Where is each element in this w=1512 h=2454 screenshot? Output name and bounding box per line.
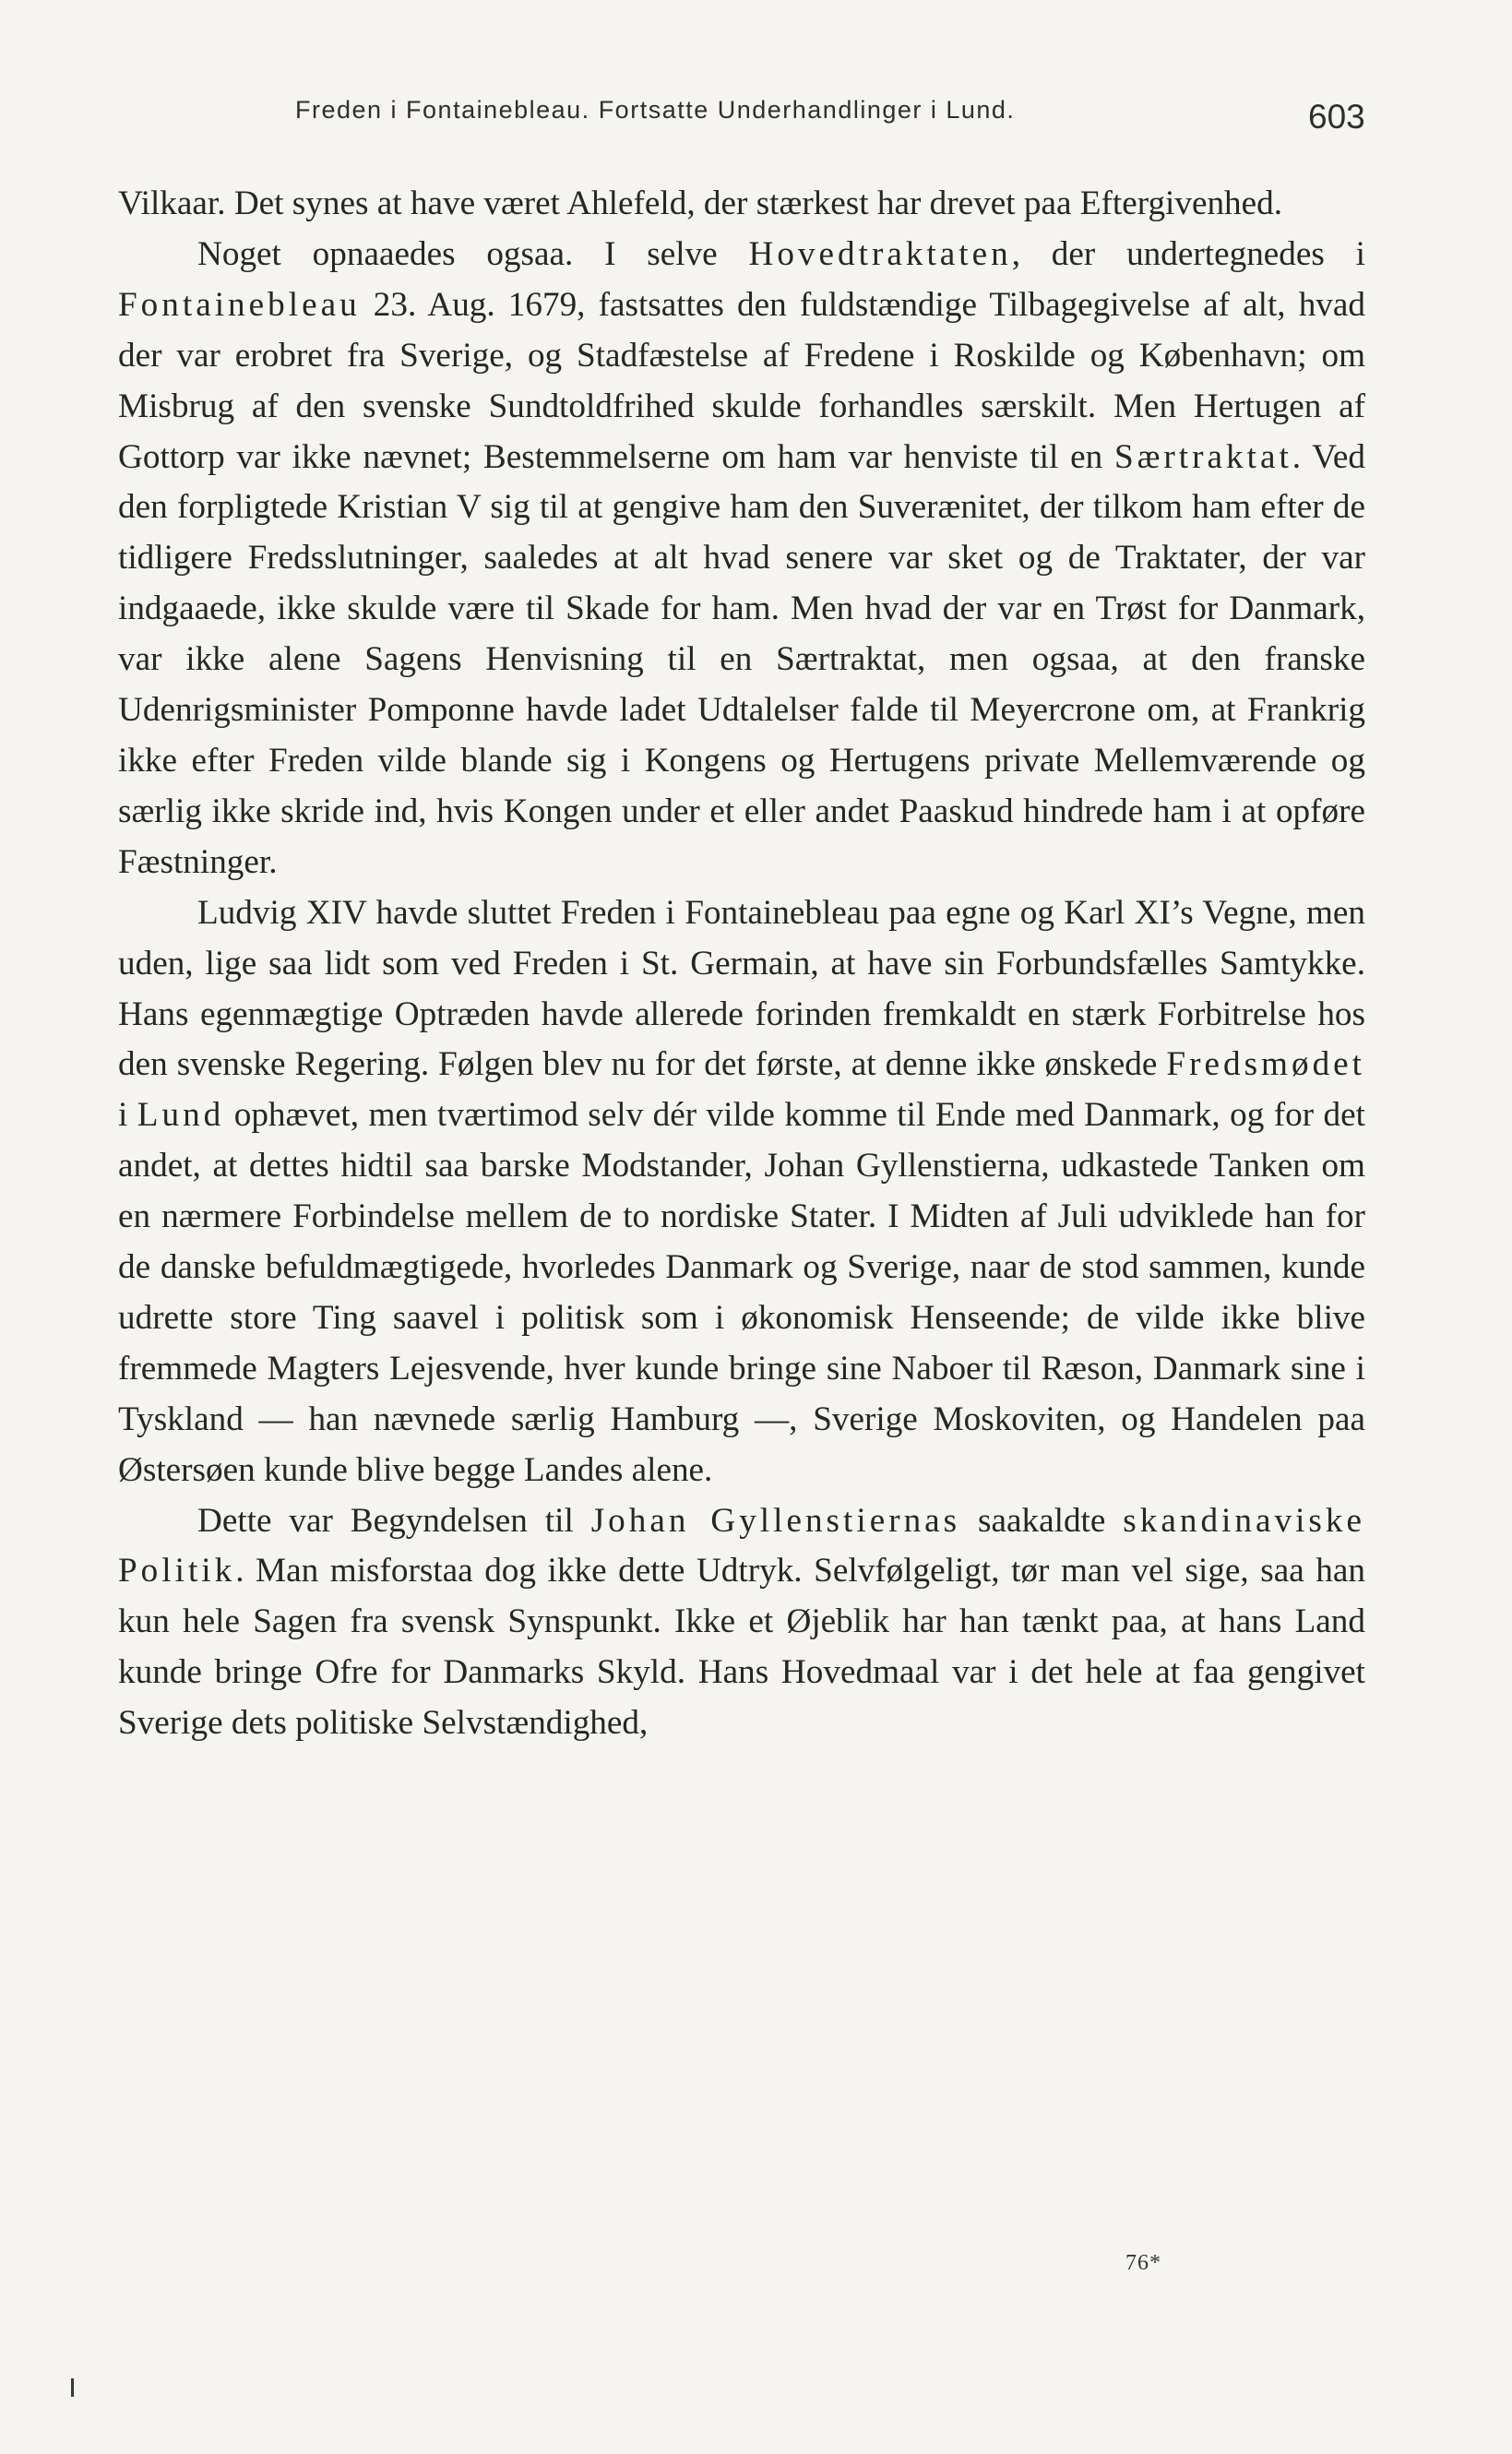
text-run: Dette var Begyndelsen til xyxy=(197,1501,591,1540)
text-run: 23. Aug. 1679, fastsattes den fuldstændige Tilbagegivelse af alt, hvad der var erobret fra Sverige, og Stadfæstelse af Fredene i Roskilde og København; om Misbrug af den svenske Sundtoldfrihed skulde forhandles særskilt. Men Hertugen af Gottorp var ikke nævnet; Bestemmelserne om ham var henviste til en xyxy=(118,285,1365,476)
emphasis-saertraktat: Særtraktat xyxy=(1113,437,1292,476)
text-run: . Ved den forpligtede Kristian V sig til at gengive ham den Suverænitet, der tilkom ham efter de tidligere Fredsslutninger, saaledes at alt hvad senere var sket og de Traktater, der var indgaaede, ikke skulde være til Skade for ham. Men hvad der var en Trøst for Danmark, var ikke alene Sagens Henvisning til en Særtraktat, men ogsaa, at den franske Udenrigsminister Pomponne havde ladet Udtalelser falde til Meyercrone om, at Frankrig ikke efter Freden vilde blande sig i Kongens og Hertugens private Mellemværende og særlig ikke skride ind, hvis Kongen under et eller andet Paaskud hindrede ham i at opføre Fæstninger. xyxy=(118,437,1365,881)
paragraph-3 xyxy=(118,888,1365,1496)
text-run: Noget opnaaedes ogsaa. I selve xyxy=(197,234,749,273)
emphasis-hovedtraktaten: Hovedtraktaten xyxy=(748,234,1012,273)
text-run: Ludvig XIV havde sluttet Freden i Fontainebleau paa egne og Karl XI’s Vegne, men uden, lige saa lidt som ved Freden i St. Germain, at have sin Forbundsfælles Samtykke. Hans egenmægtige Optræden havde allerede forinden fremkaldt en stærk Forbitrelse hos den svenske Regering. Følgen blev nu for det første, at denne ikke ønskede xyxy=(118,893,1365,1084)
body-text xyxy=(118,179,1365,1749)
emphasis-lund: Lund xyxy=(137,1096,225,1135)
text-run: . Man misforstaa dog ikke dette Udtryk. Selvfølgeligt, tør man vel sige, saa han kun hele Sagen fra svensk Synspunkt. Ikke et Øjeblik har han tænkt paa, at hans Land kunde bringe Ofre for Danmarks Skyld. Hans Hovedmaal var i det hele at faa gengivet Sverige dets politiske Selvstændighed, xyxy=(118,1552,1365,1743)
emphasis-fredsmodet: Fredsmødet xyxy=(1166,1045,1365,1084)
text-run: ophævet, men tværtimod selv dér vilde komme til Ende med Danmark, og for det andet, at dettes hidtil saa barske Modstander, Johan Gyllenstierna, udkastede Tanken om en nærmere Forbindelse mellem de to nordiske Stater. I Midten af Juli udviklede han for de danske befuldmægtigede, hvorledes Danmark og Sverige, naar de stod sammen, kunde udrette store Ting saavel i politisk som i økonomisk Henseende; de vilde ikke blive fremmede Magters Lejesvende, hver kunde bringe sine Naboer til Ræson, Danmark sine i Tyskland — han nævnede særlig Hamburg —, Sverige Moskoviten, og Handelen paa Østersøen kunde blive begge Landes alene. xyxy=(118,1096,1365,1489)
running-title: Freden i Fontainebleau. Fortsatte Underhandlinger i Lund. xyxy=(295,96,1016,124)
signature-mark: 76* xyxy=(1125,2251,1161,2275)
text-run: , der undertegnedes i xyxy=(1011,234,1365,273)
emphasis-fontainebleau: Fontainebleau xyxy=(118,285,361,324)
paragraph-4 xyxy=(118,1496,1365,1750)
emphasis-skandinaviske-politik: skandinaviske Politik xyxy=(118,1501,1365,1590)
text-run: saakaldte xyxy=(960,1501,1124,1540)
text-run: i xyxy=(118,1096,137,1135)
paragraph-2 xyxy=(118,230,1365,888)
paragraph-1: Vilkaar. Det synes at have været Ahlefeld, der stærkest har drevet paa Eftergivenhed. xyxy=(118,185,1283,222)
emphasis-johan-gyllenstiernas: Johan Gyllenstiernas xyxy=(590,1501,961,1540)
page-number: 603 xyxy=(1308,98,1365,136)
margin-mark xyxy=(71,2378,74,2397)
